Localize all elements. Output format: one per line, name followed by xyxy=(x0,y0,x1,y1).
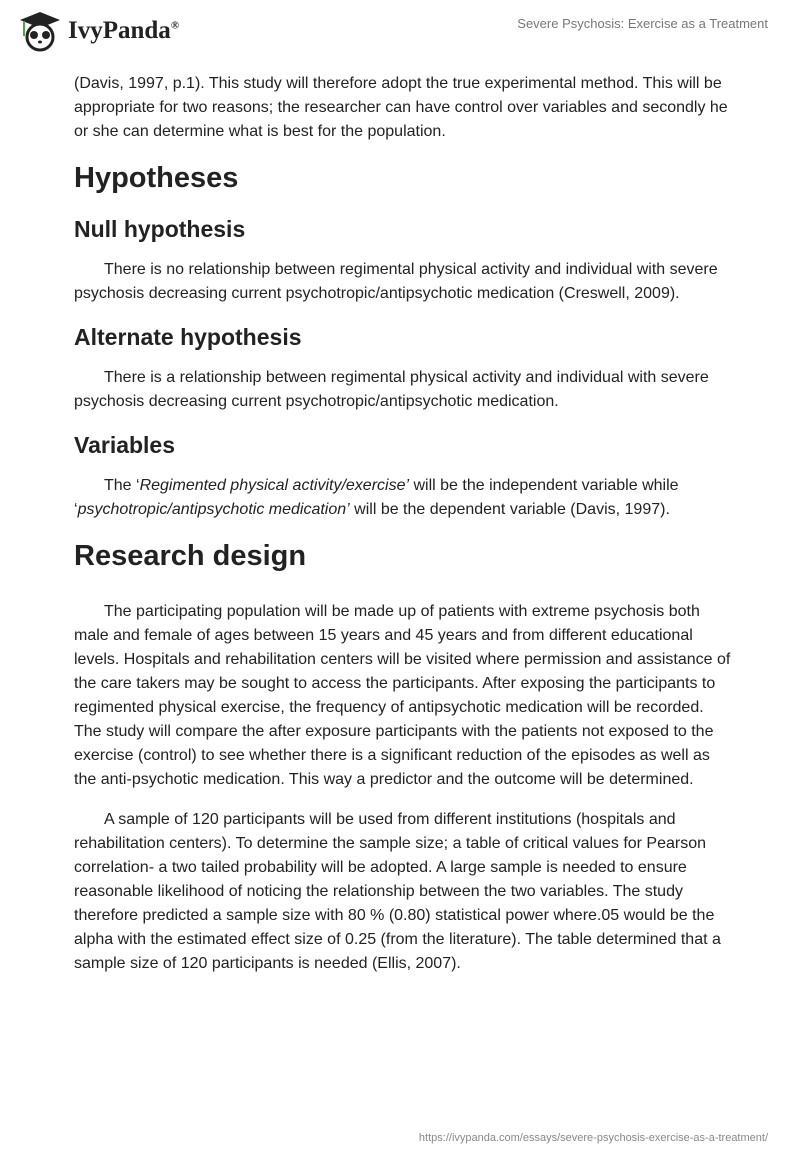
null-paragraph: There is no relationship between regimental physical activity and individual with severe psychosis decreasing current psychotropic/antipsychotic medication (Creswell, 2009). xyxy=(74,261,718,302)
panda-logo-icon xyxy=(18,10,62,52)
independent-variable: Regimented physical activity/exercise’ xyxy=(139,477,410,494)
variables-paragraph xyxy=(74,474,734,522)
intro-paragraph: (Davis, 1997, p.1). This study will therefore adopt the true experimental method. This will be appropriate for two reasons; the researcher can have control over variables and secondly he or she can determine what is best for the population. xyxy=(74,75,728,140)
text: will be the dependent variable (Davis, 1997). xyxy=(349,501,670,518)
heading-hypotheses: Hypotheses xyxy=(74,162,239,194)
heading-alternate-hypothesis: Alternate hypothesis xyxy=(74,324,302,350)
heading-null-hypothesis: Null hypothesis xyxy=(74,216,246,242)
logo[interactable] xyxy=(18,10,179,52)
heading-variables: Variables xyxy=(74,432,176,458)
registered-mark: ® xyxy=(170,19,180,32)
text: will be the independent variable while ‘ xyxy=(74,477,679,518)
essay-title: Severe Psychosis: Exercise as a Treatment xyxy=(517,16,768,31)
text: The ‘ xyxy=(104,477,140,494)
design-paragraph-2: A sample of 120 participants will be used from different institutions (hospitals and rehabilitation centers). To determine the sample size; a table of critical values for Pearson correlation- a two tailed probability will be adopted. A large sample is needed to ensure reasonable likelihood of noticing the relationship between the two variables. The study therefore predicted a sample size with 80 % (0.80) statistical power where.05 would be the alpha with the estimated effect size of 0.25 (from the literature). The table determined that a sample size of 120 participants is needed (Ellis, 2007). xyxy=(74,811,721,972)
alternate-paragraph: There is a relationship between regimental physical activity and individual with severe psychosis decreasing current psychotropic/antipsychotic medication. xyxy=(74,369,709,410)
dependent-variable: psychotropic/antipsychotic medication’ xyxy=(77,501,350,518)
article-body xyxy=(74,72,734,992)
design-paragraph-1: The participating population will be made up of patients with extreme psychosis both male and female of ages between 15 years and 45 years and from different educational levels. Hospitals and rehabilitation centers will be visited where permission and assistance of the care takers may be sought to access the participants. After exposing the participants to regimented physical exercise, the frequency of antipsychotic medication will be recorded. The study will compare the after exposure participants with the patients not exposed to the exercise (control) to see whether there is a significant reduction of the episodes as well as the anti-psychotic medication. This way a predictor and the outcome will be determined. xyxy=(74,603,731,788)
heading-research-design: Research design xyxy=(74,540,307,572)
header xyxy=(0,0,800,60)
brand-name: IvyPanda xyxy=(68,17,171,44)
source-url[interactable]: https://ivypanda.com/essays/severe-psychosis-exercise-as-a-treatment/ xyxy=(418,1132,768,1144)
